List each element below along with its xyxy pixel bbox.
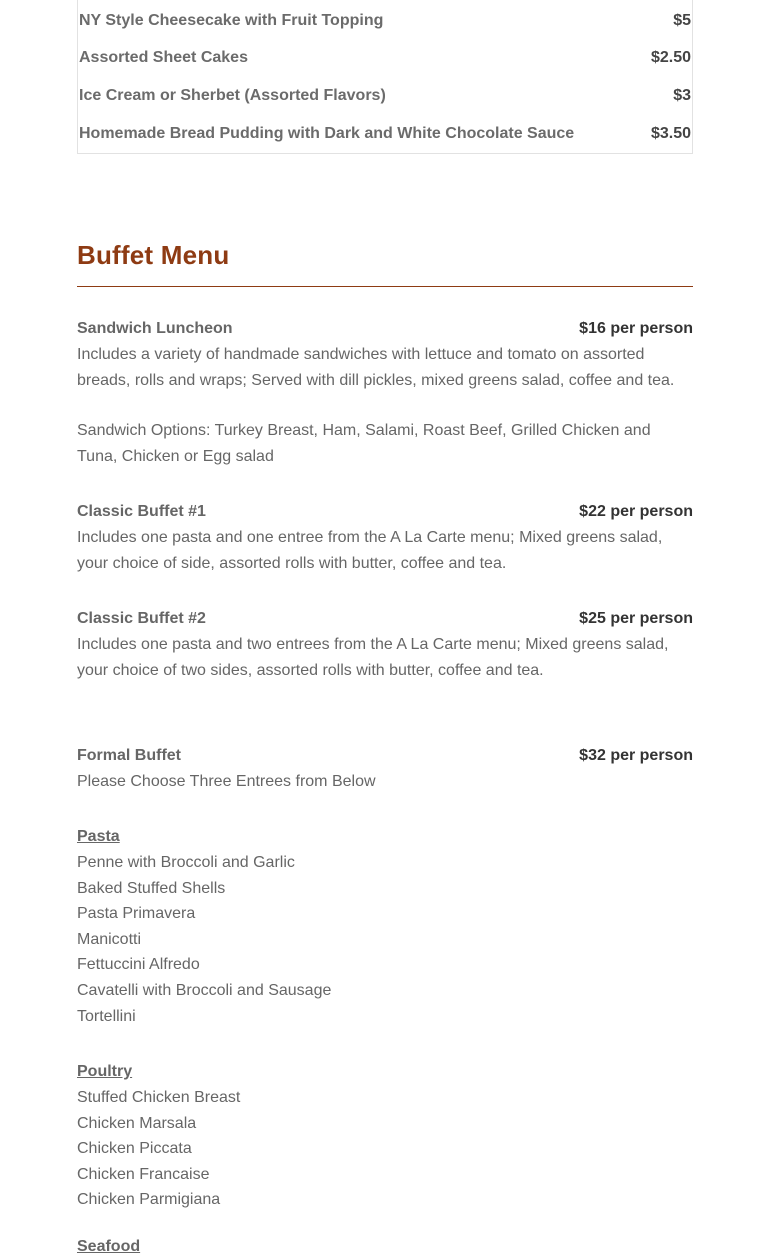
poultry-list [77, 1085, 240, 1213]
list-item: Chicken Piccata [77, 1140, 192, 1158]
table-row [79, 122, 691, 146]
menu-item-header [77, 499, 693, 525]
list-item: Fettuccini Alfredo [77, 956, 200, 974]
menu-item-description: Includes one pasta and two entrees from the A La Carte menu; Mixed greens salad, your choice of two sides, assorted rolls with butter, coffee and tea. [77, 636, 669, 679]
menu-item-header [77, 606, 693, 632]
menu-item-header [77, 316, 693, 342]
menu-item-name: Formal Buffet [77, 747, 181, 764]
menu-item-name: Classic Buffet #2 [77, 610, 206, 627]
dessert-price-table [77, 0, 693, 154]
menu-item-price: $22 per person [579, 503, 693, 520]
dessert-price: $2.50 [650, 49, 691, 66]
dessert-name: Assorted Sheet Cakes [79, 49, 248, 66]
dessert-name: Homemade Bread Pudding with Dark and White Chocolate Sauce [79, 125, 575, 142]
list-item: Cavatelli with Broccoli and Sausage [77, 981, 332, 999]
table-row [79, 84, 691, 108]
menu-item-description: Includes one pasta and one entree from the A La Carte menu; Mixed greens salad, your choice of side, assorted rolls with butter, coffee and tea. [77, 529, 663, 572]
list-item: Chicken Francaise [77, 1165, 210, 1183]
menu-item-header [77, 743, 693, 769]
list-item: Manicotti [77, 930, 142, 948]
pasta-list [77, 850, 331, 1029]
list-item: Penne with Broccoli and Garlic [77, 854, 295, 871]
list-item: Baked Stuffed Shells [77, 879, 226, 897]
category-title-pasta: Pasta [77, 828, 120, 845]
dessert-price: $3 [673, 87, 691, 104]
menu-item-name: Classic Buffet #1 [77, 503, 206, 520]
list-item: Stuffed Chicken Breast [77, 1089, 241, 1106]
menu-item-price: $32 per person [579, 747, 693, 764]
menu-item-price: $16 per person [579, 320, 693, 337]
dessert-price: $5 [673, 12, 691, 29]
list-item: Chicken Marsala [77, 1114, 197, 1132]
list-item: Tortellini [77, 1007, 136, 1025]
category-title-seafood: Seafood [77, 1238, 141, 1255]
list-item: Chicken Parmigiana [77, 1191, 221, 1209]
menu-item-description: Includes a variety of handmade sandwiches with lettuce and tomato on assorted breads, rolls and wraps; Served with dill pickles, mixed greens salad, coffee and tea. [77, 346, 675, 389]
dessert-name: NY Style Cheesecake with Fruit Topping [79, 12, 384, 29]
menu-item-name: Sandwich Luncheon [77, 320, 233, 337]
dessert-name: Ice Cream or Sherbet (Assorted Flavors) [79, 87, 386, 104]
table-row [79, 9, 691, 33]
section-divider [77, 286, 693, 287]
menu-item-options: Sandwich Options: Turkey Breast, Ham, Salami, Roast Beef, Grilled Chicken and Tuna, Chicken or Egg salad [77, 422, 651, 465]
menu-content [77, 0, 693, 1255]
section-title-buffet-menu: Buffet Menu [77, 240, 230, 270]
category-title-poultry: Poultry [77, 1063, 133, 1080]
table-row [79, 46, 691, 70]
menu-item-description: Please Choose Three Entrees from Below [77, 773, 376, 790]
list-item: Pasta Primavera [77, 905, 196, 923]
menu-item-price: $25 per person [579, 610, 693, 627]
dessert-price: $3.50 [650, 125, 691, 142]
